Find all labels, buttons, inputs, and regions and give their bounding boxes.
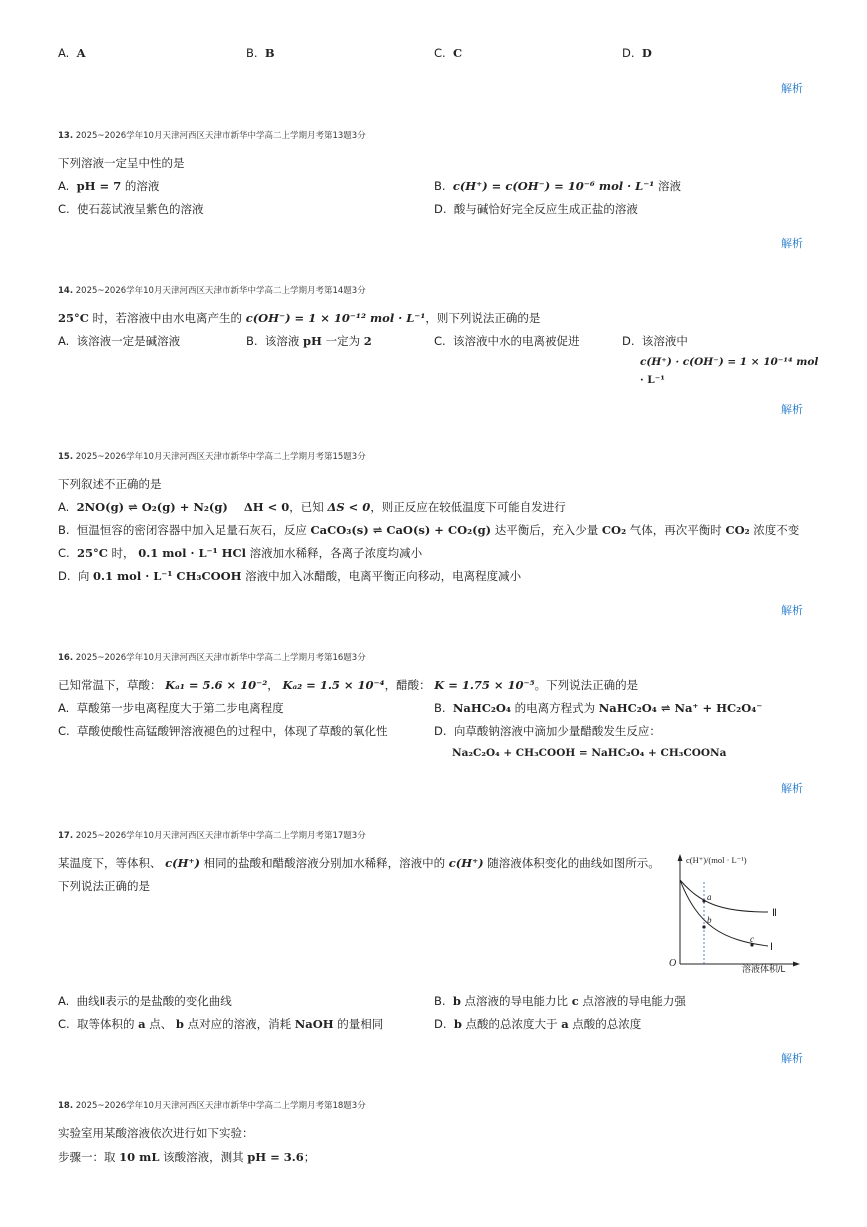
stem-text: ， [267, 678, 283, 692]
q16-analysis-link[interactable]: 解析 [781, 782, 803, 795]
stem-math: Kₐ₁ = 5.6 × 10⁻² [165, 678, 268, 692]
option-label: C. [58, 724, 70, 738]
option-math: ΔS < 0 [327, 500, 371, 514]
q15-option-b[interactable] [58, 522, 799, 538]
option-text: 溶液 [654, 179, 681, 193]
graph-y-label: c(H⁺)/(mol · L⁻¹) [686, 855, 747, 865]
option-text: 取等体积的 [77, 1017, 139, 1031]
option-label: B. [246, 46, 258, 60]
option-math: 2NO(g) ⇌ O₂(g) + N₂(g) ΔH < 0 [76, 500, 290, 514]
q16-option-a[interactable] [58, 700, 284, 716]
curve-ii [680, 880, 768, 912]
option-label: B. [434, 701, 446, 715]
stem-math: c(H⁺) [165, 856, 200, 870]
option-label: A. [58, 179, 70, 193]
stem-math: 25°C [58, 311, 89, 325]
question-number: 18. [58, 1101, 74, 1111]
q16-source [58, 651, 366, 663]
stem-math: K = 1.75 × 10⁻⁵ [434, 678, 535, 692]
option-label: C. [58, 1017, 70, 1031]
option-text: 点对应的溶液，消耗 [183, 1017, 295, 1031]
stem-text: 。下列说法正确的是 [534, 678, 639, 692]
stem-text: 随溶液体积变化的曲线如图所示。 [483, 856, 660, 870]
option-math: NaOH [294, 1017, 334, 1031]
q15-option-a[interactable] [58, 499, 566, 515]
option-label: D. [434, 202, 447, 216]
q16-option-c[interactable] [58, 723, 388, 739]
q15-analysis-link[interactable]: 解析 [781, 604, 803, 617]
point-b [702, 925, 705, 928]
option-label: D. [58, 569, 71, 583]
question-number: 16. [58, 653, 74, 663]
q14-source [58, 284, 366, 296]
q12-option-b[interactable] [246, 46, 275, 60]
option-text: 草酸使酸性高锰酸钾溶液褪色的过程中，体现了草酸的氧化性 [77, 724, 388, 738]
q13-option-c[interactable] [58, 201, 204, 217]
curve-i-label: Ⅰ [770, 942, 773, 953]
q12-option-c[interactable] [434, 46, 462, 60]
option-text: 点、 [145, 1017, 176, 1031]
option-math: b [452, 994, 461, 1008]
option-value: C [453, 46, 463, 60]
option-label: D. [434, 1017, 447, 1031]
option-math: 2 [363, 334, 372, 348]
q17-concentration-graph [660, 848, 810, 978]
q17-analysis-link[interactable]: 解析 [781, 1052, 803, 1065]
q15-option-c[interactable] [58, 545, 422, 561]
question-number: 17. [58, 831, 74, 841]
option-text: 点酸的总浓度 [568, 1017, 642, 1031]
option-label: C. [434, 334, 446, 348]
q17-stem-line2: 下列说法正确的是 [58, 879, 150, 893]
option-text: 酸与碱恰好完全反应生成正盐的溶液 [453, 202, 638, 216]
q14-analysis-link[interactable]: 解析 [781, 403, 803, 416]
point-b-label: b [707, 915, 712, 925]
q16-stem [58, 677, 638, 693]
option-text: 点溶液的导电能力强 [578, 994, 686, 1008]
q13-option-a[interactable] [58, 178, 159, 194]
option-math: 0.1 mol · L⁻¹ CH₃COOH [92, 569, 242, 583]
stem-text: ； [303, 1150, 316, 1164]
point-a [702, 899, 705, 902]
stem-text: 某温度下，等体积、 [58, 856, 166, 870]
x-axis-arrow [793, 962, 800, 967]
stem-math: pH = 3.6 [247, 1150, 304, 1164]
option-text: 该溶液中 [641, 334, 688, 348]
q14-option-d-math-2: · L⁻¹ [640, 374, 665, 386]
option-math: a [138, 1017, 146, 1031]
q18-source [58, 1099, 366, 1111]
option-label: A. [58, 500, 70, 514]
option-math: NaHC₂O₄ ⇌ Na⁺ + HC₂O₄⁻ [598, 701, 763, 715]
q12-analysis-link[interactable]: 解析 [781, 82, 803, 95]
q13-option-b[interactable] [434, 178, 681, 194]
option-text: 的量相同 [333, 1017, 384, 1031]
option-text: 使石蕊试液呈紫色的溶液 [77, 202, 204, 216]
option-math: CO₂ [725, 523, 750, 537]
curve-i [680, 880, 768, 946]
option-text: 浓度不变 [749, 523, 800, 537]
q17-option-b[interactable] [434, 993, 686, 1009]
q15-stem: 下列叙述不正确的是 [58, 477, 162, 491]
option-text: ，则正反应在较低温度下可能自发进行 [370, 500, 566, 514]
q12-option-d[interactable] [622, 46, 652, 60]
q16-option-d-equation: Na₂C₂O₄ + CH₃COOH = NaHC₂O₄ + CH₃COONa [452, 747, 727, 759]
q14-option-c[interactable] [434, 333, 580, 349]
option-math: pH [303, 334, 322, 348]
option-text: 点溶液的导电能力比 [460, 994, 572, 1008]
option-label: A. [58, 701, 70, 715]
option-math: c [571, 994, 579, 1008]
option-text: 一定为 [321, 334, 364, 348]
q14-option-d[interactable] [622, 333, 688, 349]
question-source: 2025~2026学年10月天津河西区天津市新华中学高二上学期月考第18题3分 [75, 1101, 366, 1111]
option-label: D. [434, 724, 447, 738]
option-label: C. [434, 46, 446, 60]
option-text: 向草酸钠溶液中滴加少量醋酸发生反应： [453, 724, 661, 738]
question-number: 14. [58, 286, 74, 296]
option-math: b [453, 1017, 462, 1031]
point-c-label: c [750, 934, 754, 944]
option-text: 溶液加水稀释，各离子浓度均减小 [246, 546, 423, 560]
option-text: 点酸的总浓度大于 [461, 1017, 562, 1031]
option-math: c(H⁺) = c(OH⁻) = 10⁻⁶ mol · L⁻¹ [452, 179, 655, 193]
stem-math: Kₐ₂ = 1.5 × 10⁻⁴ [282, 678, 385, 692]
option-math: pH = 7 [76, 179, 122, 193]
q18-stem: 实验室用某酸溶液依次进行如下实验： [58, 1126, 254, 1140]
option-text: 气体，再次平衡时 [626, 523, 726, 537]
option-label: B. [58, 523, 70, 537]
option-text: 达平衡后，充入少量 [491, 523, 602, 537]
stem-text: 时，若溶液中由水电离产生的 [88, 311, 246, 325]
option-label: A. [58, 334, 70, 348]
q17-option-c[interactable] [58, 1016, 383, 1032]
option-text: 的电离方程式为 [510, 701, 599, 715]
option-text: 向 [77, 569, 93, 583]
option-math: 0.1 mol · L⁻¹ HCl [138, 546, 247, 560]
point-a-label: a [707, 892, 712, 902]
q17-source [58, 829, 366, 841]
question-source: 2025~2026学年10月天津河西区天津市新华中学高二上学期月考第16题3分 [75, 653, 366, 663]
option-value: B [264, 46, 275, 60]
option-text: 该溶液中水的电离被促进 [453, 334, 580, 348]
y-axis-arrow [678, 854, 683, 861]
option-label: B. [434, 179, 446, 193]
stem-text: 步骤一：取 [58, 1150, 120, 1164]
option-text: 的溶液 [121, 179, 160, 193]
q17-stem [58, 855, 660, 871]
q14-stem [58, 310, 540, 326]
stem-text: 相同的盐酸和醋酸溶液分别加水稀释，溶液中的 [199, 856, 449, 870]
option-math: CaCO₃(s) ⇌ CaO(s) + CO₂(g) [310, 523, 492, 537]
question-number: 15. [58, 452, 74, 462]
curve-ii-label: Ⅱ [772, 908, 777, 919]
q14-option-a[interactable] [58, 333, 180, 349]
stem-text: 该酸溶液，测其 [159, 1150, 248, 1164]
option-label: B. [434, 994, 446, 1008]
option-text: 时， [107, 546, 139, 560]
graph-x-label: 溶液体积/L [742, 964, 786, 974]
q18-step-one [58, 1149, 315, 1165]
q15-option-d[interactable] [58, 568, 521, 584]
stem-text: ，醋酸： [384, 678, 435, 692]
q16-option-b[interactable] [434, 700, 762, 716]
option-value: A [76, 46, 86, 60]
option-text: 草酸第一步电离程度大于第二步电离程度 [76, 701, 284, 715]
option-math: 25°C [77, 546, 108, 560]
option-math: NaHC₂O₄ [452, 701, 511, 715]
q12-option-a[interactable] [58, 46, 86, 60]
option-label: C. [58, 202, 70, 216]
option-math: b [175, 1017, 184, 1031]
option-label: D. [622, 334, 635, 348]
stem-math: c(H⁺) [448, 856, 484, 870]
q15-source [58, 450, 366, 462]
option-text: 曲线Ⅱ表示的是盐酸的变化曲线 [76, 994, 232, 1008]
q17-option-a[interactable] [58, 993, 232, 1009]
option-label: A. [58, 994, 70, 1008]
q17-option-d[interactable] [434, 1016, 641, 1032]
option-text: 溶液中加入冰醋酸，电离平衡正向移动，电离程度减小 [241, 569, 522, 583]
stem-text: 已知常温下，草酸： [58, 678, 166, 692]
stem-math: c(OH⁻) = 1 × 10⁻¹² mol · L⁻¹ [245, 311, 426, 325]
question-number: 13. [58, 131, 74, 141]
q14-option-b[interactable] [246, 333, 372, 349]
q13-stem: 下列溶液一定呈中性的是 [58, 156, 185, 170]
q13-source [58, 129, 366, 141]
stem-text: ，则下列说法正确的是 [425, 311, 541, 325]
option-label: D. [622, 46, 635, 60]
option-text: 恒温恒容的密闭容器中加入足量石灰石，反应 [76, 523, 311, 537]
q14-option-d-math-1: c(H⁺) · c(OH⁻) = 1 × 10⁻¹⁴ mol [640, 356, 819, 368]
question-source: 2025~2026学年10月天津河西区天津市新华中学高二上学期月考第13题3分 [75, 131, 366, 141]
option-text: 该溶液一定是碱溶液 [76, 334, 181, 348]
option-label: C. [58, 546, 70, 560]
option-label: B. [246, 334, 258, 348]
question-source: 2025~2026学年10月天津河西区天津市新华中学高二上学期月考第14题3分 [75, 286, 366, 296]
option-text: ，已知 [289, 500, 328, 514]
graph-origin: O [669, 958, 677, 969]
q13-analysis-link[interactable]: 解析 [781, 237, 803, 250]
stem-math: 10 mL [119, 1150, 160, 1164]
question-source: 2025~2026学年10月天津河西区天津市新华中学高二上学期月考第15题3分 [75, 452, 366, 462]
option-math: CO₂ [601, 523, 627, 537]
question-source: 2025~2026学年10月天津河西区天津市新华中学高二上学期月考第17题3分 [75, 831, 366, 841]
q16-option-d[interactable] [434, 723, 661, 739]
option-text: 该溶液 [264, 334, 304, 348]
option-label: A. [58, 46, 70, 60]
option-math: a [561, 1017, 569, 1031]
option-value: D [641, 46, 652, 60]
q13-option-d[interactable] [434, 201, 638, 217]
